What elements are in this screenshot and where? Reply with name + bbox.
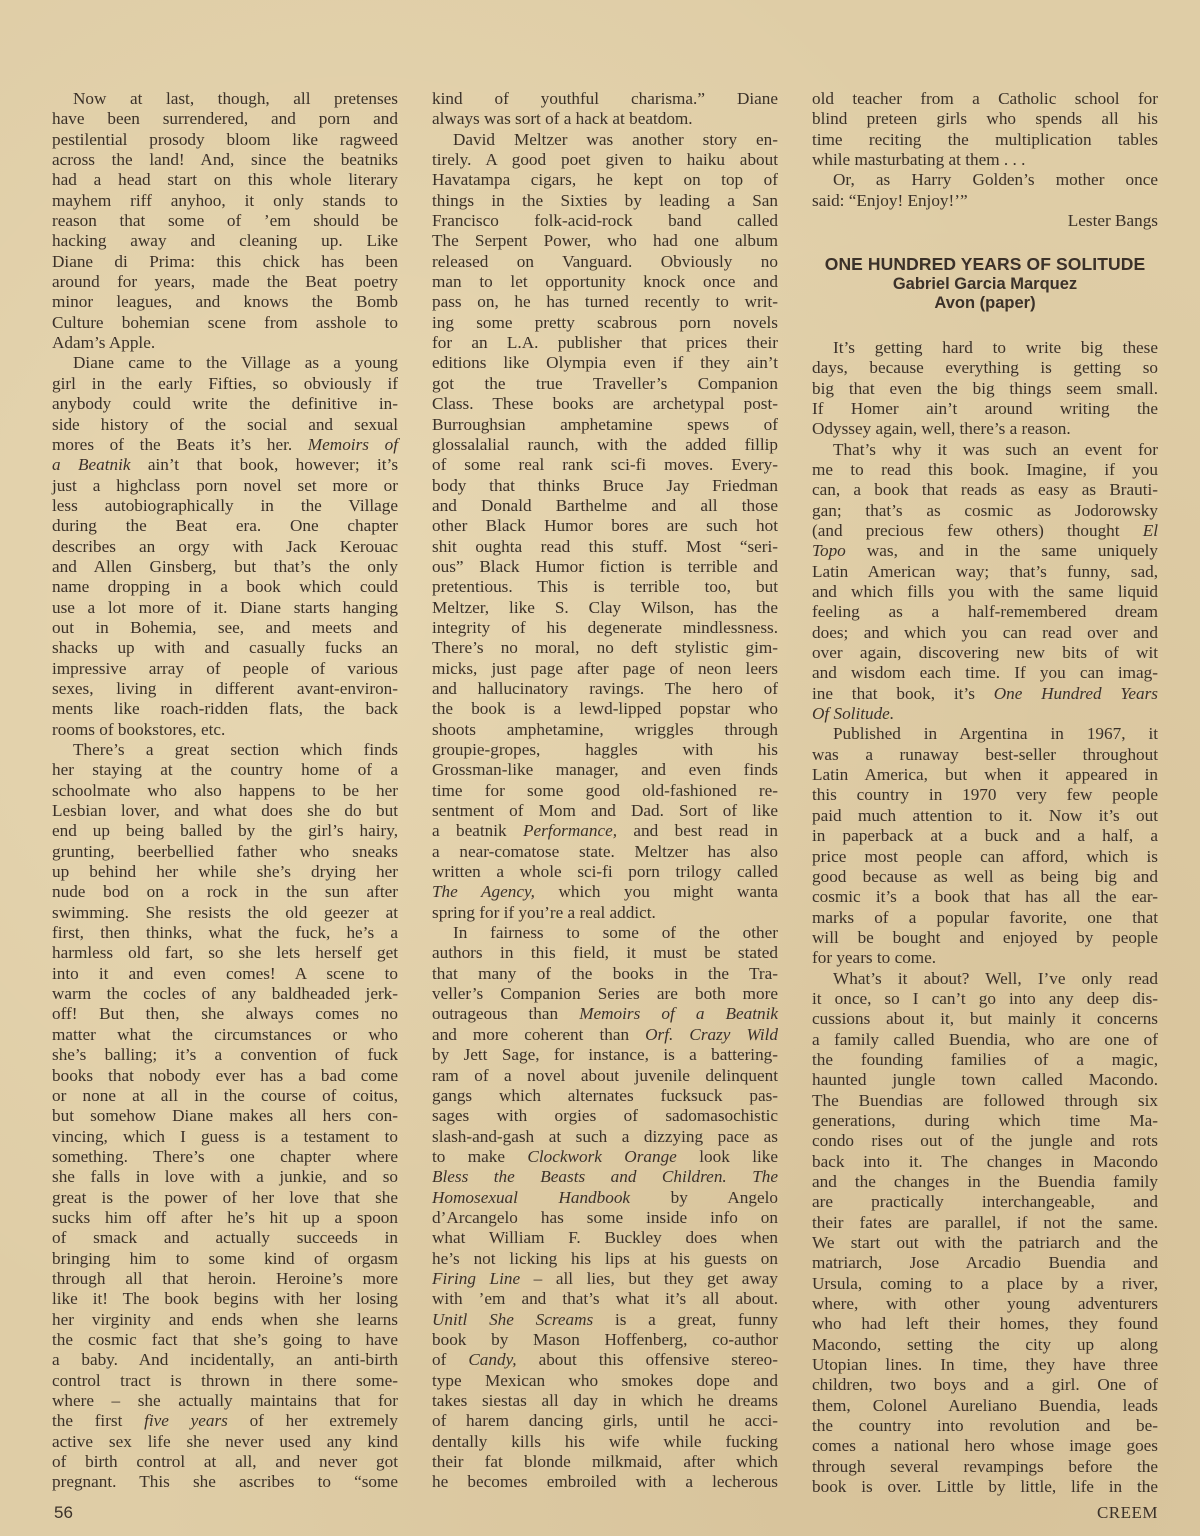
italic-title: Bless the Beasts and Children. The xyxy=(432,1167,778,1187)
text-line: paid much attention to it. Now it’s out xyxy=(812,805,1158,825)
text-line: of Candy, about this offensive stereo- xyxy=(432,1350,778,1370)
text-line: of some real rank sci-fi moves. Every- xyxy=(432,455,778,475)
text-line: during the Beat era. One chapter xyxy=(52,516,398,536)
text-line: released on Vanguard. Obviously no xyxy=(432,251,778,271)
text-line: up behind her while she’s drying her xyxy=(52,862,398,882)
text-line: Francisco folk-acid-rock band called xyxy=(432,211,778,231)
text-line: Published in Argentina in 1967, it xyxy=(833,724,1158,744)
text-line: less autobiographically in the Village xyxy=(52,495,398,515)
text-line: rooms of bookstores, etc. xyxy=(52,719,226,739)
text-line: this country in 1970 very few people xyxy=(812,785,1158,805)
text-line: authors in this field, it must be stated xyxy=(432,943,778,963)
text-line: like it! The book begins with her losing xyxy=(52,1289,398,1309)
text-line: ine that book, it’s One Hundred Years xyxy=(812,683,1158,703)
text-line: can, a book that reads as easy as Brauti- xyxy=(812,480,1158,500)
text-line: cosmic it’s a book that has all the ear- xyxy=(812,887,1158,907)
text-line: big that even the big things seem small. xyxy=(812,378,1158,398)
text-line: into it and even comes! A scene to xyxy=(52,963,398,983)
text-line: are practically interchangeable, and xyxy=(812,1192,1158,1212)
text-line: The Buendias are followed through six xyxy=(812,1090,1158,1110)
text-line: use a lot more of it. Diane starts hanging xyxy=(52,597,398,617)
italic-title: The Agency, xyxy=(432,882,535,902)
text-line: something. There’s one chapter where xyxy=(52,1146,398,1166)
text-line: feeling as a half-remembered dream xyxy=(812,602,1158,622)
text-line: ing some pretty scabrous porn novels xyxy=(432,312,778,332)
text-line: micks, just page after page of neon leers xyxy=(432,658,778,678)
page-number: 56 xyxy=(54,1503,73,1522)
review-title: ONE HUNDRED YEARS OF SOLITUDE xyxy=(824,254,1146,275)
text-line: warm the cocles of any baldheaded jerk- xyxy=(52,984,398,1004)
paragraph xyxy=(432,89,778,130)
text-line: she’s balling; it’s a convention of fuck xyxy=(52,1045,398,1065)
text-line: control tract is thrown in there some- xyxy=(52,1370,398,1390)
text-line: grunting, beerbellied father who sneaks xyxy=(52,841,398,861)
text-line: Diane came to the Village as a young xyxy=(73,353,398,373)
text-line: That’s why it was such an event for xyxy=(833,439,1158,459)
text-line: a baby. And incidentally, an anti-birth xyxy=(52,1350,398,1370)
text-line: end up being balled by the girl’s hairy, xyxy=(52,821,398,841)
text-line: condo rises out of the jungle and rots xyxy=(812,1131,1158,1151)
paragraph xyxy=(812,969,1158,1498)
text-line: reason that some of ’em should be xyxy=(52,211,398,231)
text-line: who had left their homes, they found xyxy=(812,1314,1158,1334)
paragraph xyxy=(52,740,398,1493)
text-line: other Black Humor bores are such hot xyxy=(432,516,778,536)
text-line: that many of the books in the Tra- xyxy=(432,963,778,983)
italic-title: Performance, xyxy=(522,821,618,841)
text-line: groupie-gropes, haggles with his xyxy=(432,740,778,759)
text-line: What’s it about? Well, I’ve only read xyxy=(833,968,1158,988)
text-line: name dropping in a book which could xyxy=(52,577,398,597)
text-line: nude bod on a rock in the sun after xyxy=(52,882,398,902)
italic-title: Unitl She Screams xyxy=(432,1309,594,1329)
text-line: great is the power of her love that she xyxy=(52,1187,398,1207)
text-line: Class. These books are archetypal post- xyxy=(432,394,778,414)
text-line: Odyssey again, well, there’s a reason. xyxy=(812,419,1071,439)
text-line: type Mexican who smokes dope and xyxy=(432,1370,778,1390)
text-line: Latin American way; that’s funny, sad, xyxy=(812,561,1158,581)
text-line: their fat blonde milkmaid, after which xyxy=(432,1452,778,1472)
italic-title: Memoirs of xyxy=(307,434,398,454)
text-line: sentment of Mom and Dad. Sort of like xyxy=(432,801,778,821)
paragraph xyxy=(812,724,1158,968)
text-line: and wisdom each time. If you can imag- xyxy=(812,663,1158,683)
text-line: always was sort of a hack at beatdom. xyxy=(432,109,693,129)
text-line: describes an orgy with Jack Kerouac xyxy=(52,536,398,556)
text-line: pass on, he has turned recently to writ- xyxy=(432,292,778,312)
text-line: the cosmic fact that she’s going to have xyxy=(52,1329,398,1349)
text-line: her staying at the country home of a xyxy=(52,760,398,780)
text-line: man to let opportunity knock once and xyxy=(432,272,778,292)
text-line: tirely. A good poet given to haiku about xyxy=(432,150,778,170)
text-line: outrageous than Memoirs of a Beatnik xyxy=(432,1004,779,1024)
text-line: and which fills you with the same liquid xyxy=(812,582,1158,602)
text-line: Culture bohemian scene from asshole to xyxy=(52,312,398,332)
text-line: If Homer ain’t around writing the xyxy=(812,398,1158,418)
text-line: of birth control at all, and never got xyxy=(52,1452,398,1472)
text-line: Meltzer, like S. Clay Wilson, has the xyxy=(432,597,778,617)
text-line: Adam’s Apple. xyxy=(52,333,156,353)
text-line: pregnant. This she ascribes to “some xyxy=(52,1472,398,1492)
text-line: said: “Enjoy! Enjoy!’” xyxy=(812,190,968,210)
review-continuation xyxy=(812,89,1158,211)
text-line: Firing Line – all lies, but they get away xyxy=(432,1268,778,1288)
text-line: the founding families of a magic, xyxy=(812,1049,1158,1069)
text-line: Lesbian lover, and what does she do but xyxy=(52,801,398,821)
paragraph xyxy=(812,440,1158,725)
text-line: she falls in love with a junkie, and so xyxy=(52,1167,398,1187)
italic-title: Firing Line xyxy=(432,1268,521,1288)
text-line: first, then thinks, what the fuck, he’s a xyxy=(52,923,398,943)
magazine-name: CREEM xyxy=(1096,1503,1158,1522)
text-line: them, Colonel Aureliano Buendia, leads xyxy=(812,1395,1158,1415)
text-line: In fairness to some of the other xyxy=(453,923,778,943)
text-line: sexes, living in different avant-environ- xyxy=(52,678,398,698)
review-publisher: Avon (paper) xyxy=(934,294,1036,313)
italic-title: One Hundred Years xyxy=(993,683,1158,703)
text-line: where – she actually maintains that for xyxy=(52,1391,398,1410)
text-line: Latin America, but when it appeared in xyxy=(812,765,1158,785)
text-line: price most people can afford, which is xyxy=(812,846,1158,866)
text-line: by Jett Sage, for instance, is a battering- xyxy=(432,1045,778,1065)
paragraph xyxy=(432,923,778,1493)
text-line: me to read this book. Imagine, if you xyxy=(812,459,1158,479)
text-line: had a head start on this whole literary xyxy=(52,170,398,190)
text-line: a family called Buendia, who are one of xyxy=(812,1029,1158,1049)
review-heading xyxy=(812,255,1158,314)
text-line xyxy=(812,704,1158,724)
column-1 xyxy=(52,89,398,1493)
column-2 xyxy=(432,89,778,1493)
paragraph xyxy=(52,353,398,740)
text-line: their fates are parallel, if not the same. xyxy=(812,1212,1158,1232)
italic-title: Orf. Crazy Wild xyxy=(645,1024,779,1044)
text-line: back into it. The changes in Macondo xyxy=(812,1151,1158,1171)
text-line: off! But then, she always comes no xyxy=(52,1004,398,1024)
text-line: It’s getting hard to write big these xyxy=(833,337,1158,357)
review-body xyxy=(812,338,1158,1498)
text-line: was a runaway best-seller throughout xyxy=(812,744,1158,764)
text-line: for years to come. xyxy=(812,948,937,968)
text-line: shoots amphetamine, wriggles through xyxy=(432,719,778,739)
text-line: where, with other young adventurers xyxy=(812,1294,1158,1314)
text-line: of harem dancing girls, until he acci- xyxy=(432,1411,778,1431)
text-line: and Allen Ginsberg, but that’s the only xyxy=(52,556,398,576)
column-3 xyxy=(812,89,1158,1498)
text-line: for an L.A. publisher that prices their xyxy=(432,333,778,353)
text-line: glossalalial raunch, with the added fillip xyxy=(432,434,778,454)
text-line: but somehow Diane makes all hers con- xyxy=(52,1106,398,1126)
text-line: veller’s Companion Series are both more xyxy=(432,984,778,1004)
text-line: of smack and actually succeeds in xyxy=(52,1228,398,1248)
text-line: over again, discovering new bits of wit xyxy=(812,643,1158,663)
italic-title: Memoirs of a Beatnik xyxy=(579,1004,779,1024)
paragraph xyxy=(52,89,398,353)
text-line: old teacher from a Catholic school for xyxy=(812,89,1158,108)
text-line: gangs which alternates fucksuck pas- xyxy=(432,1085,778,1105)
text-line: Ursula, coming to a place by a river, xyxy=(812,1273,1158,1293)
text-line: or none at all in the course of coitus, xyxy=(52,1085,398,1105)
text-line: body that thinks Bruce Jay Friedman xyxy=(432,475,778,495)
italic-title: Candy, xyxy=(468,1350,517,1370)
paragraph xyxy=(812,89,1158,170)
text-line: out in Bohemia, see, and meets and xyxy=(52,617,398,637)
text-line: across the land! And, since the beatniks xyxy=(52,150,398,170)
text-line: and more coherent than Orf. Crazy Wild xyxy=(432,1024,779,1044)
text-line: haunted jungle town called Macondo. xyxy=(812,1070,1158,1090)
text-line: blind preteen girls who spends all his xyxy=(812,109,1158,129)
text-line: Havatampa cigars, he kept on top of xyxy=(432,170,778,190)
text-line: Macondo, setting the city up along xyxy=(812,1334,1158,1354)
text-line: The Agency, which you might wanta xyxy=(432,882,779,902)
text-line: it once, so I can’t go into any deep dis- xyxy=(812,988,1158,1008)
text-line: There’s no moral, no deft stylistic gim- xyxy=(432,638,778,658)
text-line: comes a national hero whose image goes xyxy=(812,1436,1158,1456)
text-line: with ’em and that’s what it’s all about. xyxy=(432,1289,778,1309)
text-line: Grossman-like manager, and even finds xyxy=(432,760,778,780)
text-line: mores of the Beats it’s her. Memoirs of xyxy=(52,434,398,454)
text-line: a beatnik Performance, and best read in xyxy=(432,821,778,841)
text-line: (and precious few others) thought El xyxy=(812,521,1158,540)
italic-title: Homosexual Handbook xyxy=(432,1187,631,1207)
text-line: side history of the social and sexual xyxy=(52,414,398,434)
text-line: sucks him off after he’s hit up a spoon xyxy=(52,1207,398,1227)
text-line: book by Mason Hoffenberg, co-author xyxy=(432,1329,778,1349)
text-line: good because as well as being big and xyxy=(812,866,1158,886)
text-line: Topo was, and in the same uniquely xyxy=(812,541,1158,561)
text-line: We start out with the patriarch and the xyxy=(812,1233,1158,1253)
text-line: dentally kills his wife while fucking xyxy=(432,1431,778,1451)
paragraph xyxy=(812,338,1158,440)
text-line: to make Clockwork Orange look like xyxy=(432,1146,778,1166)
text-line: things in the Sixties by leading a San xyxy=(432,190,778,210)
text-line: Or, as Harry Golden’s mother once xyxy=(833,170,1158,190)
text-line: the first five years of her extremely xyxy=(52,1411,398,1431)
paragraph xyxy=(812,170,1158,211)
text-line: and hallucinatory ravings. The hero of xyxy=(432,678,778,698)
text-line: time for some good old-fashioned re- xyxy=(432,780,778,800)
italic-title: El xyxy=(1142,521,1158,540)
text-line: kind of youthful charisma.” Diane xyxy=(432,89,778,108)
text-line: her virginity and ends when she learns xyxy=(52,1309,398,1329)
text-line: shit oughta read this stuff. Most “seri- xyxy=(432,536,778,556)
text-line: There’s a great section which finds xyxy=(73,740,398,759)
text-line: ments like roach-ridden flats, the back xyxy=(52,699,398,719)
text-line: swimming. She resists the old geezer at xyxy=(52,902,398,922)
text-line: impressive array of people of various xyxy=(52,658,398,678)
paragraph xyxy=(432,130,778,923)
text-line: minor leagues, and knows the Bomb xyxy=(52,292,398,312)
text-line: Now at last, though, all pretenses xyxy=(73,89,398,108)
text-line: he becomes embroiled with a lecherous xyxy=(432,1472,778,1492)
text-line: matter what the circumstances or who xyxy=(52,1024,398,1044)
text-line: vincing, which I guess is a testament to xyxy=(52,1126,398,1146)
text-line: hacking away and cleaning up. Like xyxy=(52,231,398,251)
text-line: will be bought and enjoyed by people xyxy=(812,927,1158,947)
text-line: he’s not licking his lips at his guests on xyxy=(432,1248,778,1268)
text-line: a near-comatose state. Meltzer has also xyxy=(432,841,778,861)
text-line: matriarch, Jose Arcadio Buendia and xyxy=(812,1253,1158,1273)
text-line: David Meltzer was another story en- xyxy=(453,129,778,149)
text-line: time reciting the multiplication tables xyxy=(812,129,1158,149)
text-line: a Beatnik ain’t that book, however; it’s xyxy=(52,455,399,475)
text-line: d’Arcangelo has some inside info on xyxy=(432,1207,778,1227)
text-line: book is over. Little by little, life in the xyxy=(812,1477,1158,1497)
text-line: editions like Olympia even if they ain’t xyxy=(432,353,778,373)
text-line: mayhem riff anyhoo, it only stands to xyxy=(52,190,398,210)
text-line: pretentious. This is terrible too, but xyxy=(432,577,778,597)
byline-signature: Lester Bangs xyxy=(1067,211,1158,231)
text-line: spring for if you’re a real addict. xyxy=(432,902,656,922)
italic-title: Clockwork Orange xyxy=(527,1146,677,1166)
text-line: Homosexual Handbook by Angelo xyxy=(432,1187,778,1207)
text-line: bringing him to some kind of orgasm xyxy=(52,1248,398,1268)
text-line: harmless old fart, so she lets herself get xyxy=(52,943,398,963)
text-line: schoolmate who also happens to be her xyxy=(52,780,398,800)
text-line: takes siestas all day in which he dreams xyxy=(432,1391,778,1410)
text-line: through several revampings before the xyxy=(812,1456,1158,1476)
text-line: in paperback at a buck and a half, a xyxy=(812,826,1158,846)
italic-title: a Beatnik xyxy=(52,455,131,475)
text-line: around for years, made the Beat poetry xyxy=(52,272,398,292)
text-line: books that nobody ever has a bad come xyxy=(52,1065,398,1085)
text-line: while masturbating at them . . . xyxy=(812,150,1026,170)
text-line: sages with orgies of sadomasochistic xyxy=(432,1106,778,1126)
text-line: Burroughsian amphetamine spews of xyxy=(432,414,778,434)
text-line: through all that heroin. Heroine’s more xyxy=(52,1268,398,1288)
text-line: cussions about it, but mainly it concerns xyxy=(812,1009,1158,1029)
text-line: the country into revolution and be- xyxy=(812,1416,1158,1436)
text-line: what William F. Buckley does when xyxy=(432,1228,778,1248)
text-line: ram of a novel about juvenile delinquent xyxy=(432,1065,778,1085)
review-author: Gabriel Garcia Marquez xyxy=(892,274,1078,293)
text-line: just a highclass porn novel set more or xyxy=(52,475,398,495)
text-line: slash-and-gash at such a dizzying pace as xyxy=(432,1126,778,1146)
text-line: and Donald Barthelme and all those xyxy=(432,495,778,515)
text-line: does; and which you can read over and xyxy=(812,622,1158,642)
text-line: The Serpent Power, who had one album xyxy=(432,231,778,251)
text-line: marks of a popular favorite, one that xyxy=(812,907,1158,927)
text-line: anybody could write the definitive in- xyxy=(52,394,398,414)
text-line: shacks up with and casually fucks an xyxy=(52,638,398,658)
italic-title: five years xyxy=(144,1411,228,1431)
text-line: active sex life she never used any kind xyxy=(52,1431,398,1451)
text-line: girl in the early Fifties, so obviously if xyxy=(52,373,398,393)
text-line: written a whole sci-fi porn trilogy called xyxy=(432,862,778,882)
text-line: days, because everything is getting so xyxy=(812,358,1158,378)
text-line: ous” Black Humor fiction is terrible and xyxy=(432,556,778,576)
italic-title: Topo xyxy=(812,541,846,561)
text-line: Utopian lines. In time, they have three xyxy=(812,1355,1158,1375)
text-line: generations, during which time Ma- xyxy=(812,1110,1158,1130)
text-line: the book is a lewd-lipped popstar who xyxy=(432,699,778,719)
text-line: Diane di Prima: this chick has been xyxy=(52,251,398,271)
text-line: children, two boys and a girl. One of xyxy=(812,1375,1158,1395)
text-line: gan; that’s as cosmic as Jodorowsky xyxy=(812,500,1158,520)
text-line xyxy=(432,1167,778,1187)
italic-title: Of Solitude. xyxy=(812,704,895,724)
text-line: integrity of his degenerate mindlessness. xyxy=(432,617,778,637)
text-line: pestilential prosody bloom like ragweed xyxy=(52,129,398,149)
text-line: Unitl She Screams is a great, funny xyxy=(432,1309,778,1329)
text-line: got the true Traveller’s Companion xyxy=(432,373,778,393)
text-line: and the changes in the Buendia family xyxy=(812,1172,1158,1191)
text-line: have been surrendered, and porn and xyxy=(52,109,398,129)
